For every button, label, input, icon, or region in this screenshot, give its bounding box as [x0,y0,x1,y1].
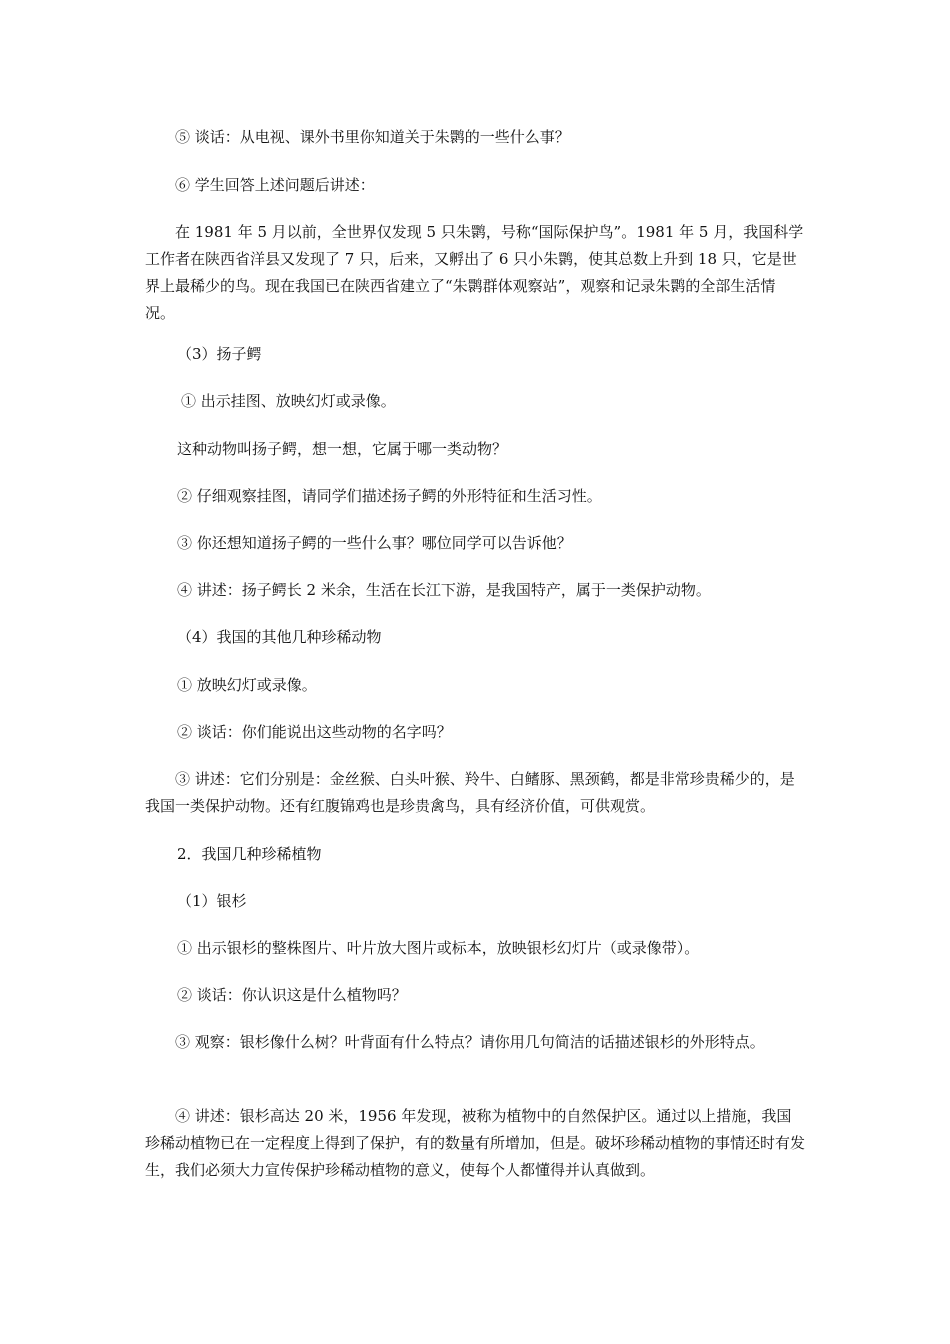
heading-rare-plants: 2．我国几种珍稀植物 [177,845,322,863]
paragraph-student-answer: ⑥ 学生回答上述问题后讲述： [175,176,375,194]
paragraph-alligator-more: ③ 你还想知道扬子鳄的一些什么事？哪位同学可以告诉他？ [177,534,572,552]
paragraph-observe-yinshan: ③ 观察：银杉像什么树？叶背面有什么特点？请你用几句简洁的话描述银杉的外形特点。 [175,1033,765,1051]
paragraph-alligator-question: 这种动物叫扬子鳄，想一想，它属于哪一类动物？ [177,440,508,458]
paragraph-show-wallchart: ① 出示挂图、放映幻灯或录像。 [181,392,396,410]
paragraph-observe-wallchart: ② 仔细观察挂图，请同学们描述扬子鳄的外形特征和生活习性。 [177,487,602,505]
paragraph-show-yinshan: ① 出示银杉的整株图片、叶片放大图片或标本，放映银杉幻灯片（或录像带）。 [177,939,700,957]
paragraph-zhuhuan-history: 在 1981 年 5 月以前，全世界仅发现 5 只朱鹮，号称“国际保护鸟”。1981 年 5 月，我国科学工作者在陕西省洋县又发现了 7 只，后来，又孵出了 6 只小朱鹮，使其总数上升到 18 只，它是世界上最稀少的鸟。现在我国已在陕西省建立了“朱鹮群体观察站”，观察和记录朱鹮的全部生活情况。 [145,223,804,322]
paragraph-alligator-facts: ④ 讲述：扬子鳄长 2 米余，生活在长江下游，是我国特产，属于一类保护动物。 [177,581,711,599]
paragraph-zhuhuan-talk: ⑤ 谈话：从电视、课外书里你知道关于朱鹮的一些什么事？ [175,128,570,146]
heading-other-animals: （4）我国的其他几种珍稀动物 [177,628,382,646]
heading-yangtze-alligator: （3）扬子鳄 [177,345,262,363]
paragraph-yinshan-facts: ④ 讲述：银杉高达 20 米，1956 年发现，被称为植物中的自然保护区。通过以上措施，我国珍稀动植物已在一定程度上得到了保护，有的数量有所增加，但是。破坏珍稀动植物的事情还时有发生，我们必须大力宣传保护珍稀动植物的意义，使每个人都懂得并认真做到。 [145,1107,806,1179]
paragraph-animal-names-question: ② 谈话：你们能说出这些动物的名字吗？ [177,723,452,741]
paragraph-plant-question: ② 谈话：你认识这是什么植物吗？ [177,986,407,1004]
paragraph-show-slides: ① 放映幻灯或录像。 [177,676,317,694]
heading-yinshan: （1）银杉 [177,892,247,910]
paragraph-animal-list: ③ 讲述：它们分别是：金丝猴、白头叶猴、羚牛、白鳍豚、黑颈鹤，都是非常珍贵稀少的，是我国一类保护动物。还有红腹锦鸡也是珍贵禽鸟，具有经济价值，可供观赏。 [145,770,795,815]
